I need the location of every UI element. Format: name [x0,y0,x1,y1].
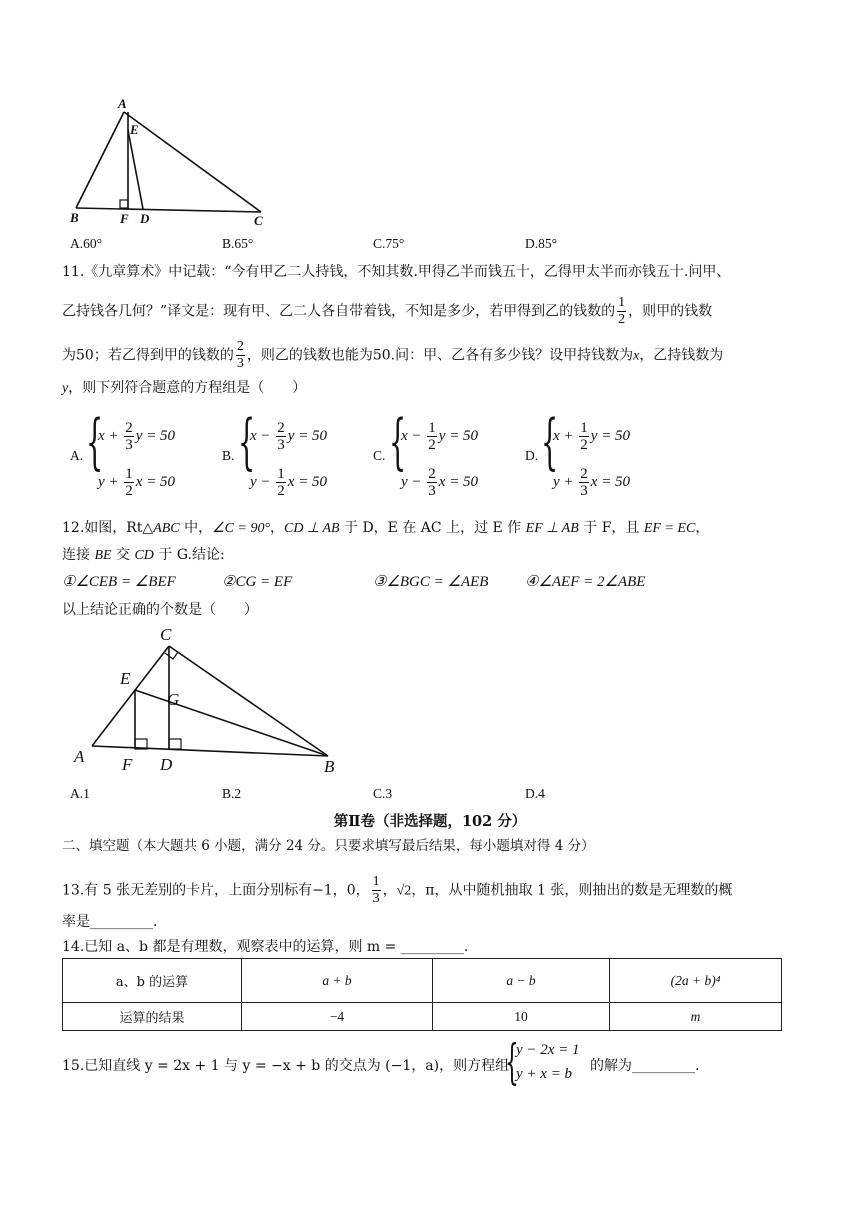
q11-frac-half: $\frac{1}{2}$ [618,295,626,327]
q14-table [62,958,782,1031]
q12-conclusion-1: ①∠CEB = ∠BEF [62,574,176,590]
q12-label-C: C [160,625,172,644]
q12-label-F: F [122,755,133,774]
q11-var-y: y [62,381,69,396]
q12-triangle-figure [66,624,356,779]
q11-line3 [62,339,723,372]
q10-label-D: D [140,211,150,226]
q12-conclusion-4: ④∠AEF = 2∠ABE [525,574,646,590]
q15-answer: 的解为_________. [590,1058,700,1074]
q14-cell-1: −4 [242,1003,433,1031]
q13-line1: 13.有 5 张无差别的卡片，上面分别标有−1，0， $\frac{1}{3}$ ，√2，π，从中随机抽取 1 张，则抽出的数是无理数的概 [62,874,733,906]
q11-line2-text: 乙持钱各几何？”译文是：现有甲、乙二人各自带着钱，不知是多少，若甲得到乙的钱数的 [62,303,616,320]
q12-label-B: B [324,757,335,776]
q11-option-a-label: A. [70,448,84,463]
q11-line2 [62,295,712,328]
q11-frac-twothirds: $\frac{2}{3}$ [236,339,244,371]
q12-conclusion-3: ③∠BGC = ∠AEB [373,574,489,590]
q11-line3-text: 为50；若乙得到甲的钱数的 [62,347,234,364]
q15-line: 15.已知直线 y = 2x + 1 与 y = −x + b 的交点为 (−1，a)，则方程组 [62,1058,510,1074]
q14-header-2: a − b [433,959,610,1003]
q12-option-d[interactable]: D.4 [525,786,545,801]
q11-line4-text: ，则下列符合题意的方程组是（ ） [68,380,307,396]
q10-label-F: F [120,211,129,226]
q10-triangle-figure [66,92,276,227]
q12-label-E: E [120,669,131,688]
q11-line4 [62,378,306,399]
q10-option-a[interactable]: A.60° [70,236,103,251]
q11-line2-tail: ，则甲的钱数 [628,303,713,320]
q11-var-x: x [633,348,640,364]
q14-cell-0: 运算的结果 [63,1003,242,1031]
q12-label-G: G [167,690,180,709]
q12-line2: 连接 BE 交 CD 于 G.结论: [62,547,225,563]
q11-option-d-label: D. [525,448,539,463]
q13-line2: 率是_________. [62,914,158,930]
q12-label-D: D [160,755,173,774]
q10-option-d[interactable]: D.85° [525,236,558,251]
q11-line3-mid: ，则乙的钱数也能为50.问：甲、乙各有多少钱？设甲持钱数为 [246,347,634,364]
q14-header-0: a、b 的运算 [63,959,242,1003]
q14-line: 14.已知 a、b 都是有理数，观察表中的运算，则 m = _________. [62,939,469,955]
q11-line3-tail: ，乙持钱数为 [639,347,724,364]
q10-label-A: A [118,96,127,111]
q14-cell-3: m [610,1003,782,1031]
q12-conclusion-2: ②CG = EF [222,574,293,590]
q12-label-A: A [74,747,85,766]
q11-option-b-label: B. [222,448,235,463]
q10-label-C: C [254,213,263,227]
q10-option-c[interactable]: C.75° [373,236,405,251]
q12-option-b[interactable]: B.2 [222,786,242,801]
q14-header-1: a + b [242,959,433,1003]
q11-line1: 11.《九章算术》中记载：“今有甲乙二人持钱，不知其数.甲得乙半而钱五十，乙得甲太半而亦钱五十.问甲、 [62,264,731,280]
q12-option-a[interactable]: A.1 [70,786,90,801]
q12-option-c[interactable]: C.3 [373,786,393,801]
q11-option-c-label: C. [373,448,386,463]
q10-option-b[interactable]: B.65° [222,236,254,251]
q12-line1: 12.如图，Rt△ABC 中，∠C = 90°，CD ⊥ AB 于 D，E 在 AC 上，过 E 作 EF ⊥ AB 于 F，且 EF = EC， [62,520,710,536]
q14-header-3: (2a + b)⁴ [610,959,782,1003]
fill-blank-intro: 二、填空题（本大题共 6 小题，满分 24 分。只要求填写最后结果，每小题填对得 4 分） [62,838,595,854]
q12-question: 以上结论正确的个数是（ ） [62,602,258,618]
q10-label-B: B [70,210,79,225]
q10-label-E: E [130,122,139,137]
section2-title: 第Ⅱ卷（非选择题，102 分） [333,813,527,830]
q14-cell-2: 10 [433,1003,610,1031]
